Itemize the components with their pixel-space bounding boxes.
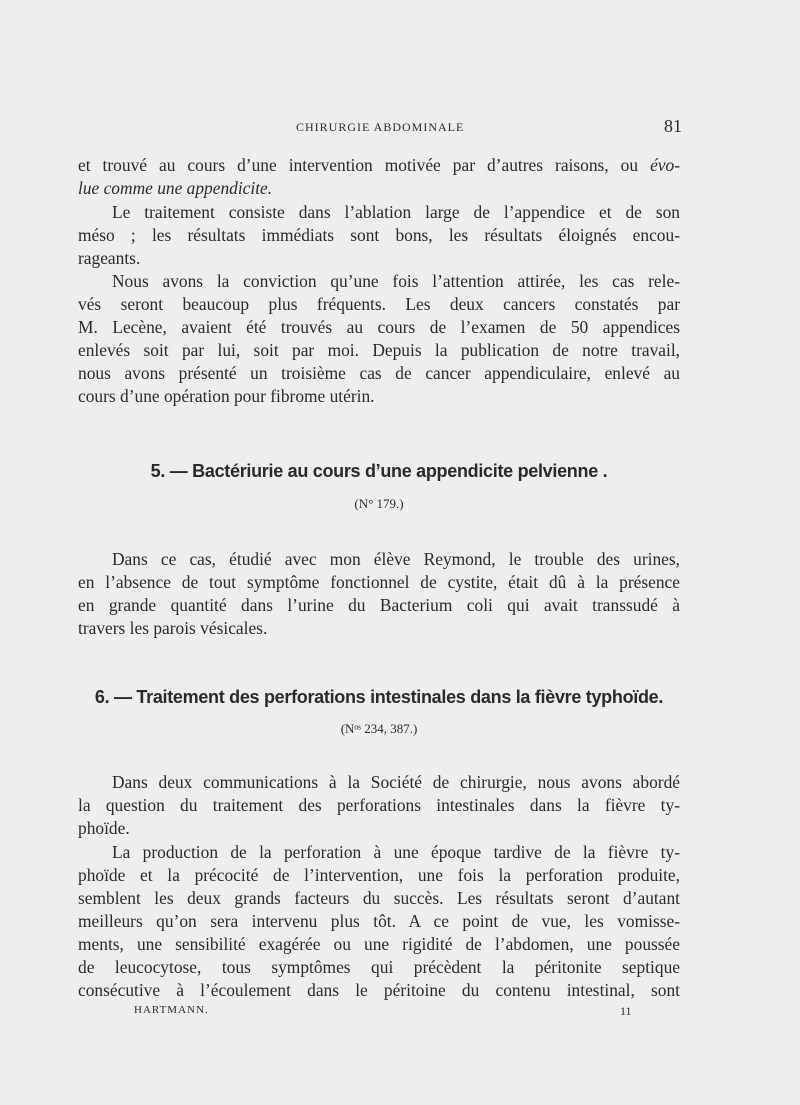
section-6-para2-line-2: phoïde et la précocité de l’intervention, une fois la perforation produite, (78, 865, 680, 885)
section-5-line-1: Dans ce cas, étudié avec mon élève Reymond, le trouble des urines, (112, 549, 680, 569)
section-6-para2-line-5: ments, une sensibilité exagérée ou une rigidité de l’abdomen, une poussée (78, 934, 680, 954)
section-5-reference: (N° 179.) (354, 496, 404, 511)
section-6-para2-line-1: La production de la perforation à une époque tardive de la fièvre ty- (112, 842, 680, 862)
para2-line-2: méso ; les résultats immédiats sont bons, les résultats éloignés encou- (78, 225, 680, 245)
para3-line-3: M. Lecène, avaient été trouvés au cours de l’examen de 50 appendices (78, 317, 680, 337)
para3-line-5: nous avons présenté un troisième cas de cancer appendiculaire, enlevé au (78, 363, 680, 383)
running-title: CHIRURGIE ABDOMINALE (296, 120, 465, 134)
section-6-para1-line-3: phoïde. (78, 818, 130, 838)
running-head (0, 116, 800, 140)
para2-line-3: rageants. (78, 248, 141, 268)
section-5-line-2: en l’absence de tout symptôme fonctionnel de cystite, était dû à la présence (78, 572, 680, 592)
para1-line-1: et trouvé au cours d’une intervention motivée par d’autres raisons, ou évo- (78, 155, 680, 175)
section-5-heading: 5. — Bactériurie au cours d’une appendicite pelvienne . (150, 461, 608, 481)
section-6-reference: (Nᵒˢ 234, 387.) (340, 721, 418, 736)
para3-line-2: vés seront beaucoup plus fréquents. Les deux cancers constatés par (78, 294, 680, 314)
section-6-para2-line-7: consécutive à l’écoulement dans le péritoine du contenu intestinal, sont (78, 980, 680, 1000)
section-6-para1-line-2: la question du traitement des perforations intestinales dans la fièvre ty- (78, 795, 680, 815)
para3-line-4: enlevés soit par lui, soit par moi. Depuis la publication de notre travail, (78, 340, 680, 360)
section-6-para2-line-6: de leucocytose, tous symptômes qui précèdent la péritonite septique (78, 957, 680, 977)
sheet-number: 11 (620, 1004, 632, 1018)
para3-line-1: Nous avons la conviction qu’une fois l’attention attirée, les cas rele- (112, 271, 680, 291)
section-5-line-3: en grande quantité dans l’urine du Bacterium coli qui avait transsudé à (78, 595, 680, 615)
section-5-line-4: travers les parois vésicales. (78, 618, 268, 638)
page-footer (0, 1004, 800, 1022)
section-6-heading: 6. — Traitement des perforations intestinales dans la fièvre typhoïde. (94, 687, 664, 707)
page-number: 81 (664, 116, 682, 136)
section-6-para1-line-1: Dans deux communications à la Société de chirurgie, nous avons abordé (112, 772, 680, 792)
para2-line-1: Le traitement consiste dans l’ablation large de l’appendice et de son (112, 202, 680, 222)
para1-line-2: lue comme une appendicite. (78, 178, 273, 198)
section-6-para2-line-3: semblent les deux grands facteurs du succès. Les résultats seront d’autant (78, 888, 680, 908)
signature-mark: HARTMANN. (134, 1004, 209, 1016)
para3-line-6: cours d’une opération pour fibrome utérin. (78, 386, 375, 406)
section-6-para2-line-4: meilleurs qu’on sera intervenu plus tôt. A ce point de vue, les vomisse- (78, 911, 680, 931)
